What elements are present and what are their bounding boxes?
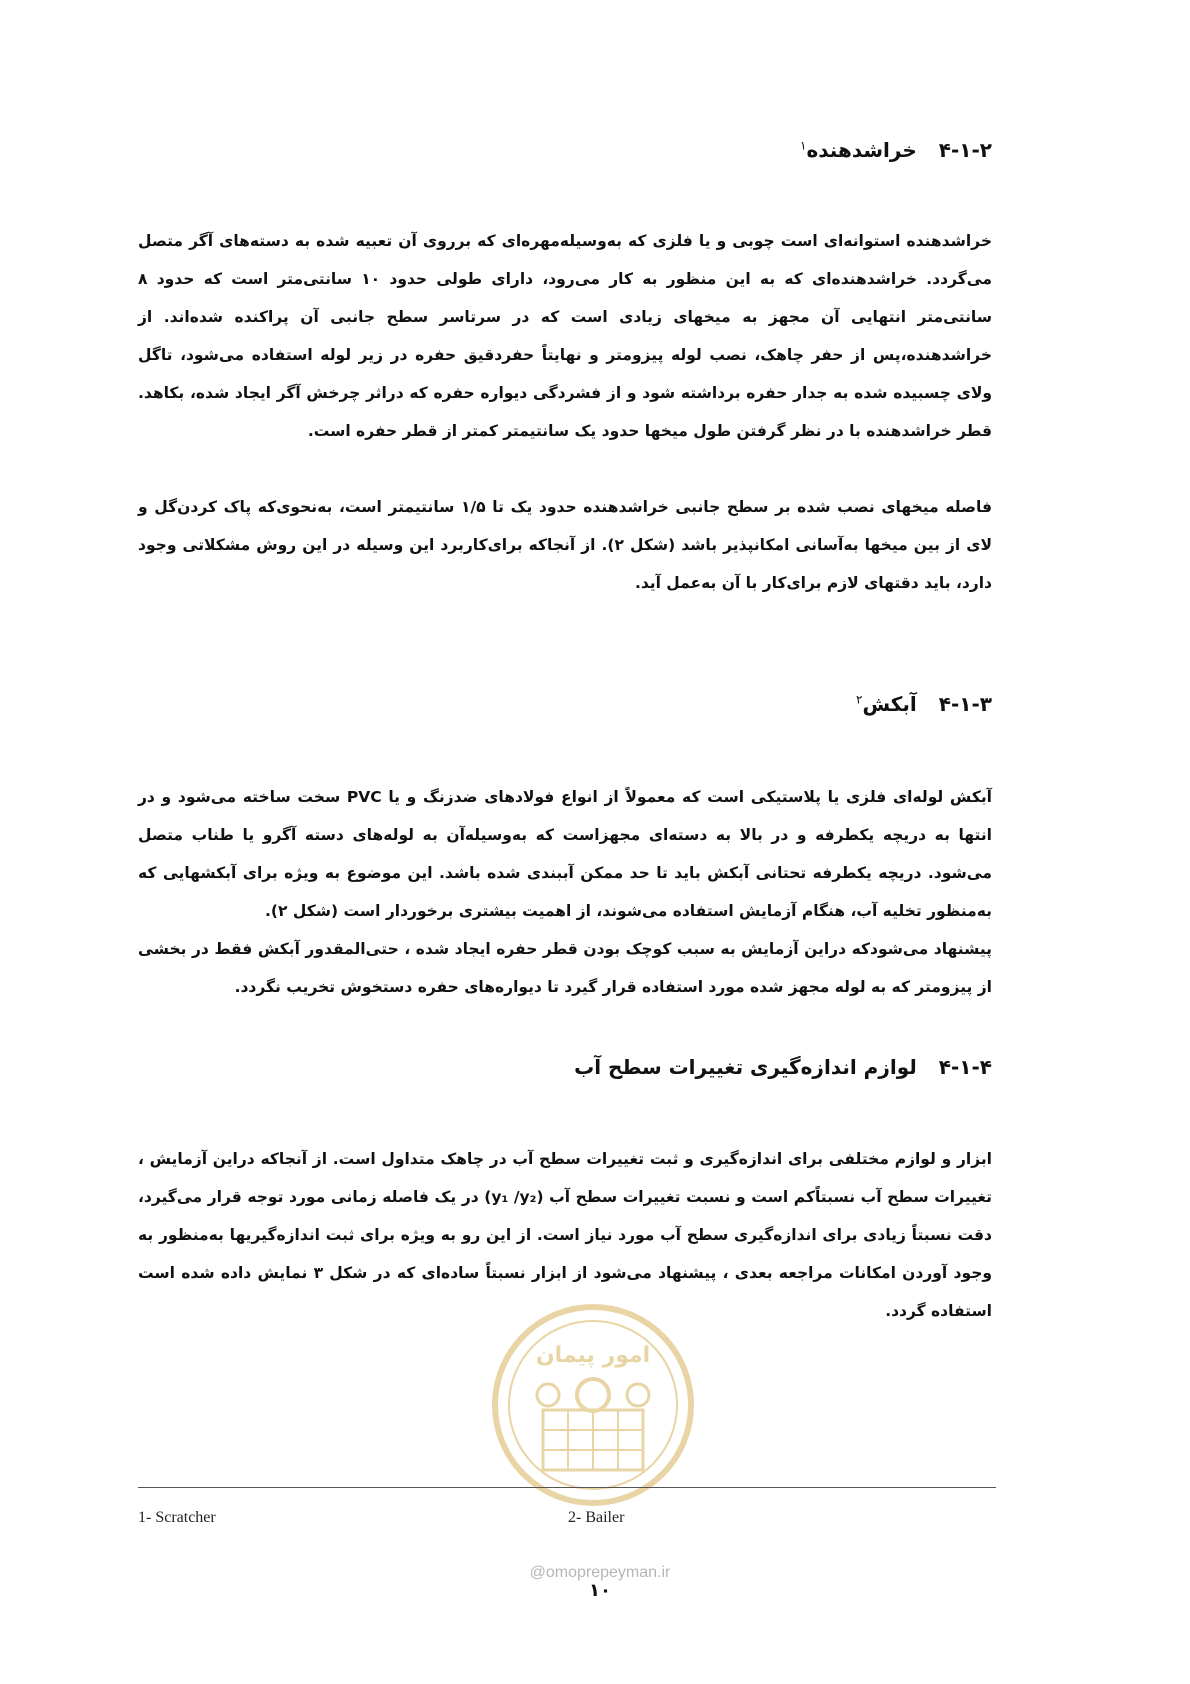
- section-number: ۴-۱-۲: [938, 138, 992, 162]
- section-heading: [856, 692, 992, 716]
- watermark-url: @omoprepeyman.ir: [529, 1564, 671, 1581]
- paragraph: پیشنهاد می‌شودکه دراین آزمایش به سبب کوچک بودن قطر حفره ایجاد شده ، حتی‌المقدور آبکش فقط در بخشی از پیزومتر که به لوله مجهز شده مورد استفاده قرار گیرد تا دیواره‌های حفره دستخوش تخریب نگردد.: [138, 940, 992, 996]
- footnote-marker: ۱: [799, 138, 807, 153]
- section-number: ۴-۱-۴: [938, 1055, 992, 1079]
- section-number: ۴-۱-۳: [938, 692, 992, 716]
- footnote-divider: [138, 1487, 996, 1488]
- page-number: ۱۰: [589, 1580, 611, 1601]
- watermark-logo-text: امور پیمان: [535, 1343, 651, 1368]
- footnote-1: 1- Scratcher: [138, 1509, 216, 1526]
- footnote-2: 2- Bailer: [568, 1509, 625, 1526]
- section-title: خراشدهنده: [806, 138, 917, 162]
- paragraph: ابزار و لوازم مختلفی برای اندازه‌گیری و ثبت تغییرات سطح آب در چاهک متداول است. از آنجاکه دراین آزمایش ، تغییرات سطح آب نسبتاً‌کم است و نسبت تغییرات سطح آب (y₁ /y₂) در یک فاصله زمانی مورد توجه قرار می‌گیرد، دقت نسبتاً زیادی برای اندازه‌گیری سطح آب مورد نیاز است. از این رو به ویژه برای ثبت اندازه‌گیریها به‌منظور به وجود آوردن امکانات مراجعه بعدی ، پیشنهاد می‌شود از ابزار نسبتاً ساده‌ای که در شکل ۳ نمایش داده شده است استفاده گردد.: [138, 1150, 992, 1320]
- section-title: لوازم اندازه‌گیری تغییرات سطح آب: [574, 1055, 917, 1079]
- paragraph: فاصله میخهای نصب شده بر سطح جانبی خراشدهنده حدود یک تا ۱/۵ سانتیمتر است، به‌نحوی‌که پاک کردن‌گل و لای از بین میخها به‌آسانی امکانپذیر باشد (شکل ۲). از آنجاکه برای‌کاربرد این وسیله در این روش مشکلاتی وجود دارد، باید دقتهای لازم برای‌کار با آن به‌عمل آید.: [138, 498, 993, 592]
- section-title: آبکش: [862, 692, 917, 716]
- section-heading: [800, 138, 992, 162]
- watermark-logo: [488, 1300, 698, 1530]
- footnote-marker: ۲: [856, 692, 863, 707]
- at-icon: @: [529, 1564, 546, 1581]
- paragraph: آبکش لوله‌ای فلزی یا پلاستیکی است که معمولاً از انواع فولادهای ضدزنگ و یا PVC سخت ساخته می‌شود و در انتها به دریچه یکطرفه و در بالا به دسته‌ای مجهزاست که به‌وسیله‌آن به لوله‌های دسته آگرو یا طناب متصل می‌شود. دریچه یکطرفه تحتانی آبکش باید تا حد ممکن آببندی شده باشد. این موضوع به ویژه برای آبکشهایی که به‌منظور تخلیه آب، هنگام آزمایش استفاده می‌شوند، از اهمیت بیشتری برخوردار است (شکل ۲).: [138, 788, 992, 920]
- paragraph: خراشدهنده استوانه‌ای است چوبی و یا فلزی که به‌وسیله‌مهره‌ای که برروی آن تعبیه شده به دسته‌های آگر متصل می‌گردد. خراشدهنده‌ای که به این منظور به کار می‌رود، دارای طولی حدود ۱۰ سانتی‌متر است که حدود ۸ سانتی‌متر انتهایی آن مجهز به میخهای زیادی است که در سرتاسر سطح جانبی آن پراکنده شده‌اند. از خراشدهنده،پس از حفر چاهک، نصب لوله پیزومتر و نهایتاً حفردقیق حفره در زیر لوله استفاده می‌شود، تاگل ولای چسبیده شده به جدار حفره برداشته شود و از فشردگی دیواره حفره که دراثر چرخش آگر ایجاد شده، بکاهد. قطر خراشدهنده با در نظر گرفتن طول میخها حدود یک سانتیمتر کمتر از قطر حفره است.: [138, 232, 993, 440]
- section-heading: [574, 1055, 992, 1079]
